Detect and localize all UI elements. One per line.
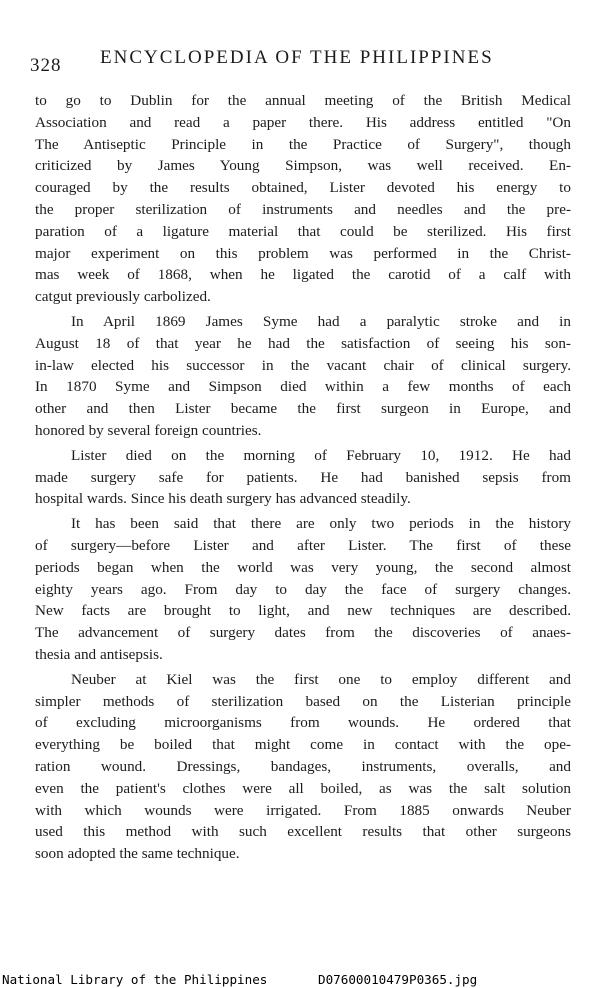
text-line: simpler methods of sterilization based on the Listerian principle [35, 692, 571, 710]
text-line: August 18 of that year he had the satisfaction of seeing his son- [35, 334, 571, 352]
text-line: couraged by the results obtained, Lister devoted his energy to [35, 179, 571, 197]
text-line: Association and read a paper there. His address entitled "On [35, 113, 571, 131]
text-line: The Antiseptic Principle in the Practice of Surgery", though [35, 135, 571, 153]
text-line: criticized by James Young Simpson, was well received. En- [35, 157, 571, 175]
page-number: 328 [30, 55, 62, 76]
text-line: In 1870 Syme and Simpson died within a few months of each [35, 378, 571, 396]
scan-filename: D07600010479P0365.jpg [318, 972, 478, 987]
text-line: mas week of 1868, when he ligated the carotid of a calf with [35, 266, 571, 284]
text-line: New facts are brought to light, and new techniques are described. [35, 602, 571, 620]
text-line: periods began when the world was very young, the second almost [35, 558, 571, 576]
paragraph [35, 311, 571, 442]
text-line: Lister died on the morning of February 10, 1912. He had [71, 446, 571, 464]
text-line: The advancement of surgery dates from the discoveries of anaes- [35, 624, 571, 642]
text-line: to go to Dublin for the annual meeting of the British Medical [35, 92, 571, 109]
paragraph [35, 669, 571, 865]
text-line: of surgery—before Lister and after Lister. The first of these [35, 536, 571, 554]
text-line: in-law elected his successor in the vacant chair of clinical surgery. [35, 356, 571, 374]
text-line: with which wounds were irrigated. From 1885 onwards Neuber [35, 801, 571, 819]
text-line: honored by several foreign countries. [35, 421, 262, 439]
text-line: made surgery safe for patients. He had banished sepsis from [35, 468, 571, 486]
running-title: ENCYCLOPEDIA OF THE PHILIPPINES [100, 47, 494, 68]
text-line: ration wound. Dressings, bandages, instruments, overalls, and [35, 757, 571, 775]
text-line: thesia and antisepsis. [35, 645, 163, 663]
text-line: It has been said that there are only two periods in the history [71, 515, 571, 533]
body-text [35, 90, 571, 868]
text-line: In April 1869 James Syme had a paralytic stroke and in [71, 312, 571, 330]
text-line: of excluding microorganisms from wounds. He ordered that [35, 714, 571, 732]
page-header [30, 47, 585, 82]
text-line: even the patient's clothes were all boiled, as was the salt solution [35, 779, 571, 797]
library-credit: National Library of the Philippines [2, 972, 268, 987]
text-line: the proper sterilization of instruments and needles and the pre- [35, 200, 571, 218]
text-line: eighty years ago. From day to day the face of surgery changes. [35, 580, 571, 598]
text-line: hospital wards. Since his death surgery has advanced steadily. [35, 490, 411, 508]
paragraph [35, 90, 571, 308]
text-line: paration of a ligature material that could be sterilized. His first [35, 222, 571, 240]
text-line: other and then Lister became the first surgeon in Europe, and [35, 400, 571, 418]
text-line: Neuber at Kiel was the first one to employ different and [71, 670, 571, 688]
text-line: used this method with such excellent results that other surgeons [35, 823, 571, 841]
text-line: catgut previously carbolized. [35, 288, 211, 306]
text-line: everything be boiled that might come in contact with the ope- [35, 736, 571, 754]
paragraph [35, 445, 571, 510]
paragraph [35, 513, 571, 666]
text-line: major experiment on this problem was performed in the Christ- [35, 244, 571, 262]
text-line: soon adopted the same technique. [35, 845, 240, 863]
